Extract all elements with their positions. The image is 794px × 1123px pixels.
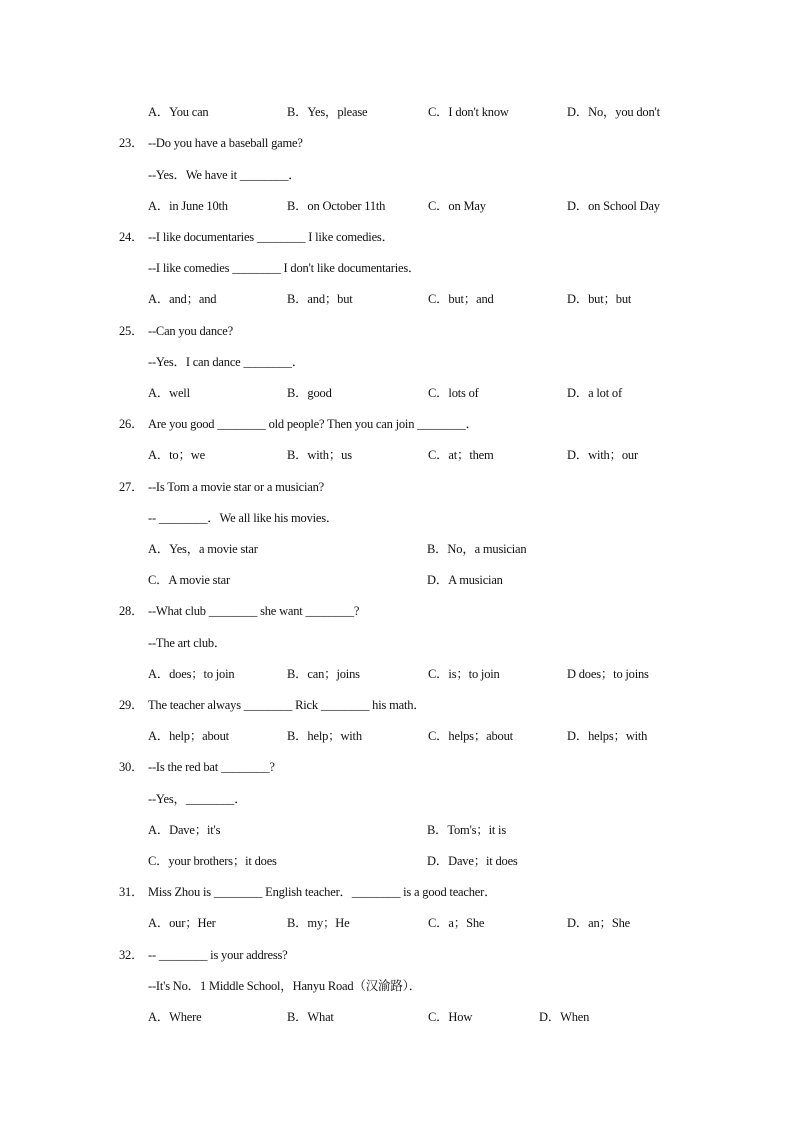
q32-answer: --It's No．1 Middle School，Hanyu Road（汉渝路）． (148, 979, 421, 993)
q24-choice-b: B．and；but (287, 292, 353, 306)
q31-choice-b: B．my；He (287, 916, 350, 930)
q26-choice-a: A．to；we (148, 448, 205, 462)
q22-choice-b: B．Yes，please (287, 105, 368, 119)
q27-answer: -- ________．We all like his movies． (148, 511, 339, 525)
q22-choice-c: C．I don't know (428, 105, 509, 119)
q32-number: 32． (119, 948, 144, 962)
q23-answer-line (0, 166, 794, 184)
q30-stem-line (0, 758, 794, 776)
q29-stem: The teacher always ________ Rick ________ his math． (148, 698, 426, 712)
q29-choices (0, 727, 794, 745)
q23-choices (0, 197, 794, 215)
q25-stem-line (0, 322, 794, 340)
q30-stem: --Is the red bat ________? (148, 760, 275, 774)
q31-choices (0, 914, 794, 932)
q30-number: 30． (119, 760, 144, 774)
q27-number: 27． (119, 480, 144, 494)
q32-stem: -- ________ is your address? (148, 948, 288, 962)
q25-answer: --Yes．I can dance ________． (148, 355, 305, 369)
q32-choice-a: A．Where (148, 1010, 202, 1024)
q23-stem-line (0, 134, 794, 152)
q29-choice-c: C．helps；about (428, 729, 513, 743)
q23-choice-a: A．in June 10th (148, 199, 228, 213)
q27-choice-d: D．A musician (427, 573, 503, 587)
q23-number: 23． (119, 136, 144, 150)
q30-choice-a: A．Dave；it's (148, 823, 221, 837)
q25-number: 25． (119, 324, 144, 338)
q30-choices-row1 (0, 821, 794, 839)
q24-stem: --I like documentaries ________ I like comedies． (148, 230, 394, 244)
q30-answer: --Yes，________． (148, 792, 247, 806)
q24-choice-d: D．but；but (567, 292, 632, 306)
q29-choice-b: B．help；with (287, 729, 362, 743)
q28-choice-b: B．can；joins (287, 667, 360, 681)
q27-choices-row2 (0, 571, 794, 589)
q32-choice-d: D．When (539, 1010, 590, 1024)
q26-stem-line (0, 415, 794, 433)
q30-choice-b: B．Tom's；it is (427, 823, 506, 837)
q32-choice-b: B．What (287, 1010, 334, 1024)
q27-stem-line (0, 478, 794, 496)
q24-choices (0, 290, 794, 308)
q29-choice-a: A．help；about (148, 729, 229, 743)
q25-choice-b: B．good (287, 386, 332, 400)
q27-choice-a: A．Yes，a movie star (148, 542, 258, 556)
q31-choice-a: A．our；Her (148, 916, 216, 930)
q30-choices-row2 (0, 852, 794, 870)
q28-answer: --The art club． (148, 636, 227, 650)
q30-choice-d: D．Dave；it does (427, 854, 518, 868)
q24-choice-a: A．and；and (148, 292, 217, 306)
q26-stem: Are you good ________ old people? Then you can join ________． (148, 417, 478, 431)
q27-answer-line (0, 509, 794, 527)
q28-choice-a: A．does；to join (148, 667, 235, 681)
q28-choice-c: C．is；to join (428, 667, 500, 681)
q25-choices (0, 384, 794, 402)
q26-choice-b: B．with；us (287, 448, 352, 462)
q28-answer-line (0, 634, 794, 652)
q24-answer-line (0, 259, 794, 277)
q23-stem: --Do you have a baseball game? (148, 136, 303, 150)
q27-stem: --Is Tom a movie star or a musician? (148, 480, 325, 494)
q32-choices (0, 1008, 794, 1026)
q29-choice-d: D．helps；with (567, 729, 648, 743)
q25-stem: --Can you dance? (148, 324, 233, 338)
q30-choice-c: C．your brothers；it does (148, 854, 277, 868)
q28-choices (0, 665, 794, 683)
q28-choice-d: D does；to joins (567, 667, 649, 681)
q31-stem-line (0, 883, 794, 901)
q27-choice-c: C．A movie star (148, 573, 230, 587)
q25-answer-line (0, 353, 794, 371)
q28-stem-line (0, 602, 794, 620)
q31-number: 31． (119, 885, 144, 899)
q22-choices (0, 103, 794, 121)
q26-choice-d: D．with；our (567, 448, 638, 462)
q24-number: 24． (119, 230, 144, 244)
q24-choice-c: C．but；and (428, 292, 494, 306)
q32-choice-c: C．How (428, 1010, 473, 1024)
q25-choice-c: C．lots of (428, 386, 479, 400)
q22-choice-d: D．No，you don't (567, 105, 660, 119)
q23-answer: --Yes．We have it ________． (148, 168, 301, 182)
q22-choice-a: A．You can (148, 105, 209, 119)
q25-choice-a: A．well (148, 386, 190, 400)
q30-answer-line (0, 790, 794, 808)
q31-stem: Miss Zhou is ________ English teacher．________ is a good teacher． (148, 885, 497, 899)
q26-choice-c: C．at；them (428, 448, 494, 462)
q24-answer: --I like comedies ________ I don't like documentaries． (148, 261, 421, 275)
q31-choice-c: C．a；She (428, 916, 485, 930)
q26-choices (0, 446, 794, 464)
q29-stem-line (0, 696, 794, 714)
q27-choices-row1 (0, 540, 794, 558)
q23-choice-c: C．on May (428, 199, 486, 213)
q23-choice-b: B．on October 11th (287, 199, 386, 213)
q32-stem-line (0, 946, 794, 964)
q32-answer-line (0, 977, 794, 995)
q23-choice-d: D．on School Day (567, 199, 660, 213)
q28-number: 28． (119, 604, 144, 618)
q28-stem: --What club ________ she want ________? (148, 604, 360, 618)
q25-choice-d: D．a lot of (567, 386, 622, 400)
q24-stem-line (0, 228, 794, 246)
q29-number: 29． (119, 698, 144, 712)
q31-choice-d: D．an；She (567, 916, 630, 930)
q26-number: 26． (119, 417, 144, 431)
q27-choice-b: B．No，a musician (427, 542, 527, 556)
